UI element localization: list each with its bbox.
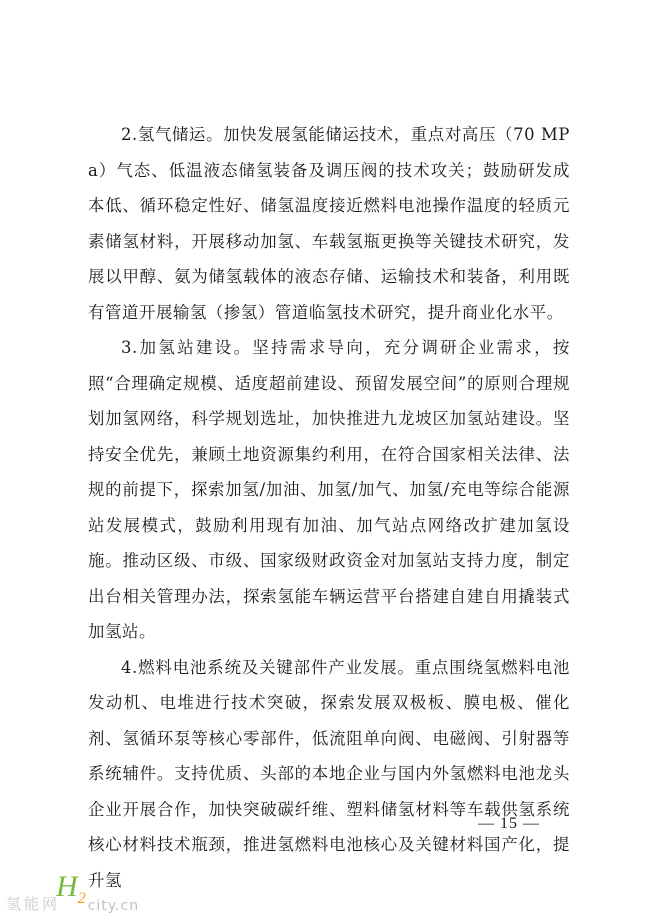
paragraph-text: 重点围绕氢燃料电池发动机、电堆进行技术突破，探索发展双极板、膜电极、催化剂、氢循环泵等核心零部件，低流阻单向阀、电磁阀、引射器等系统辅件。支持优质、头部的本地企业与国内外氢燃料电池龙头企业开展合作，加快突破碳纤维、塑料储氢材料等车载供氢系统核心材料技术瓶颈，推进氢燃料电池核心及关键材料国产化，提升氢 [88, 657, 570, 890]
paragraph-heading: 4.燃料电池系统及关键部件产业发展。 [121, 657, 415, 677]
document-body [88, 117, 570, 898]
paragraph-fuel-cell-industry [88, 650, 570, 899]
watermark-url: city.cn [87, 898, 140, 914]
paragraph-heading: 3.加氢站建设。 [121, 338, 253, 357]
watermark-logo [6, 872, 139, 914]
page-number: — 15 — [478, 815, 540, 832]
paragraph-heading: 2.氢气储运。 [121, 125, 224, 144]
paragraph-text: 加快发展氢能储运技术，重点对高压（70 MPa）气态、低温液态储氢装备及调压阀的技术攻关；鼓励研发成本低、循环稳定性好、储氢温度接近燃料电池操作温度的轻质元素储氢材料，开展移动加氢、车载氢瓶更换等关键技术研究，发展以甲醇、氨为储氢载体的液态存储、运输技术和装备，利用既有管道开展输氢（掺氢）管道临氢技术研究，提升商业化水平。 [88, 125, 571, 322]
paragraph-hydrogen-storage [88, 117, 570, 330]
watermark-text: 氢能网 [6, 895, 61, 913]
paragraph-refueling-station [88, 330, 570, 650]
paragraph-text: 坚持需求导向，充分调研企业需求，按照“合理确定规模、适度超前建设、预留发展空间”的原则合理规划加氢网络，科学规划选址，加快推进九龙坡区加氢站建设。坚持安全优先，兼顾土地资源集约利用，在符合国家相关法律、法规的前提下，探索加氢/加油、加氢/加气、加氢/充电等综合能源站发展模式，鼓励利用现有加油、加气站点网络改扩建加氢设施。推动区级、市级、国家级财政资金对加氢站支持力度，制定出台相关管理办法，探索氢能车辆运营平台搭建自建自用撬装式加氢站。 [88, 338, 570, 641]
h2-logo-icon: $H_2$ [56, 870, 86, 907]
